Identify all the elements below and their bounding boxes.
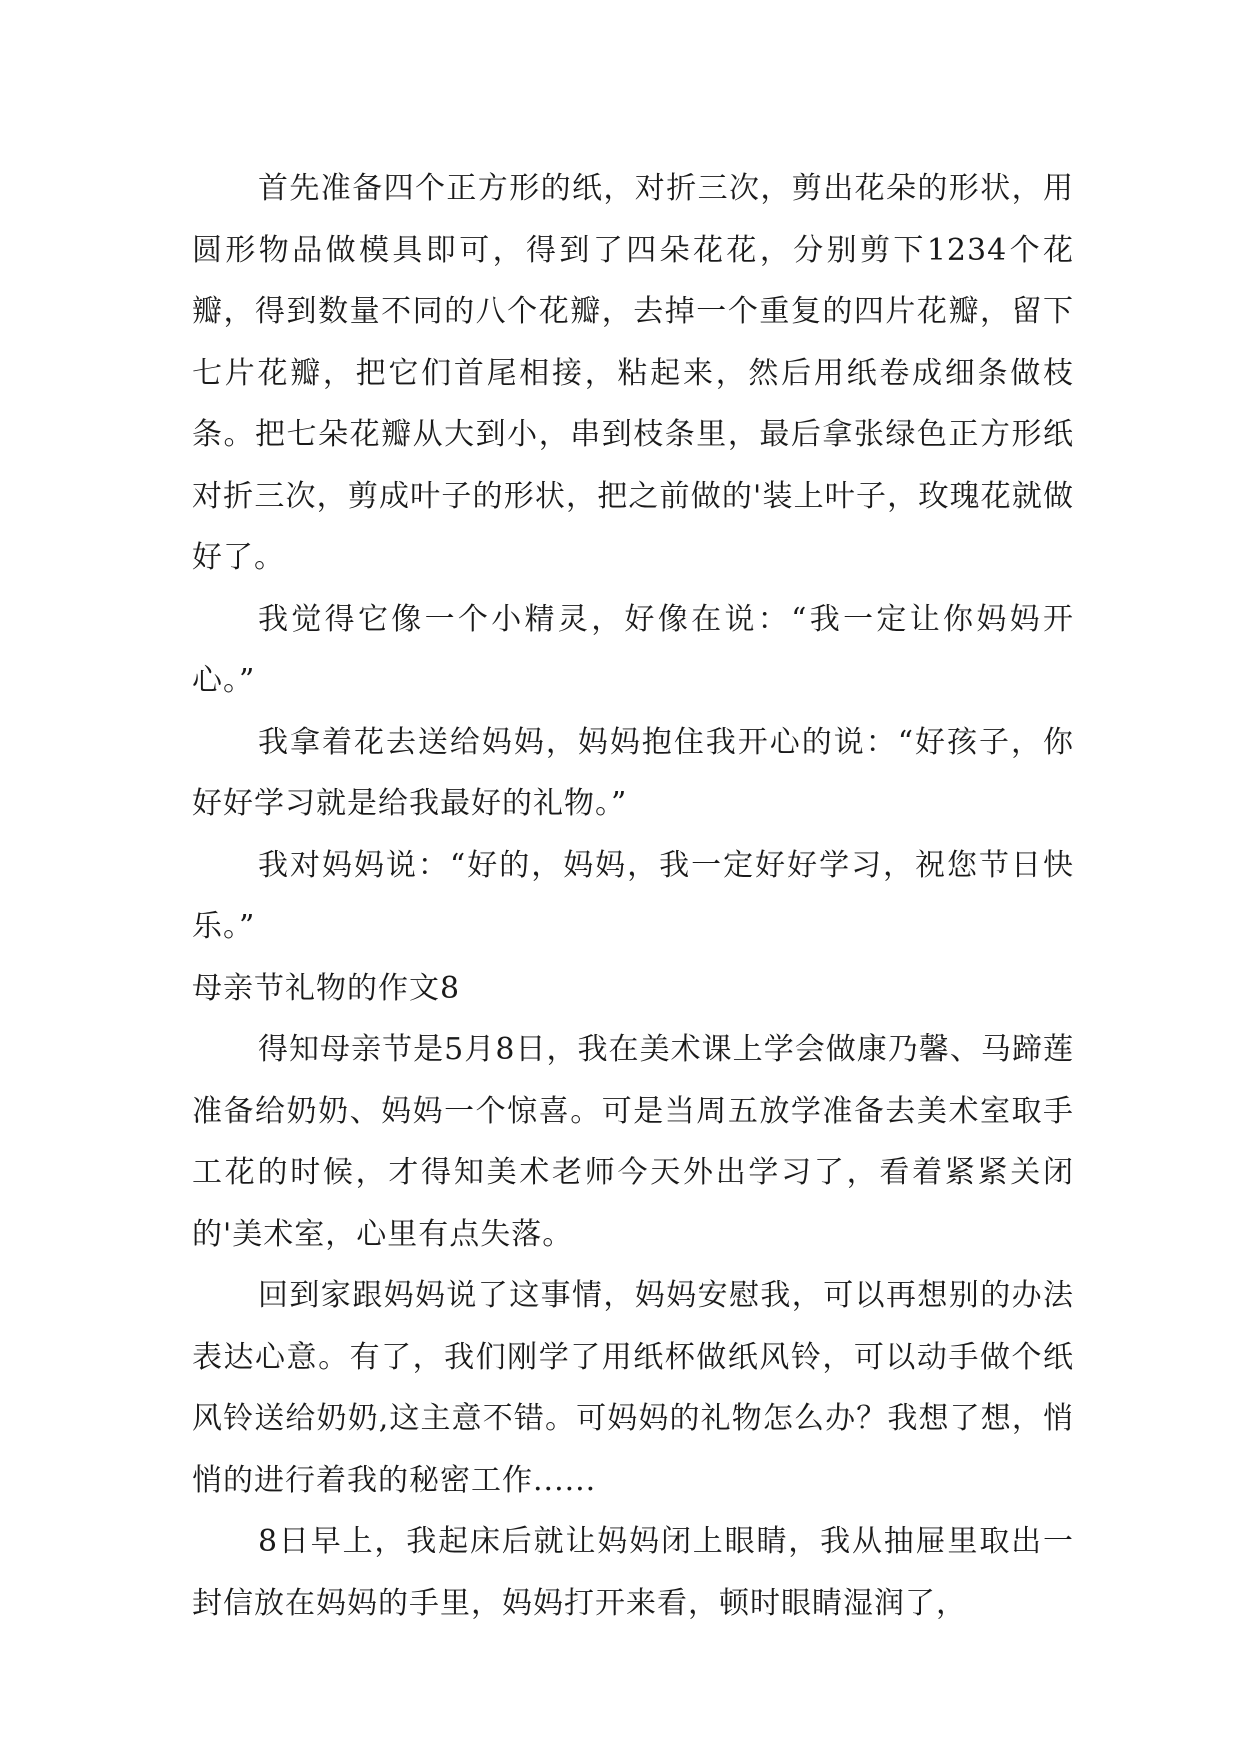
section-heading: 母亲节礼物的作文8	[192, 970, 461, 1006]
paragraph-back-home: 回到家跟妈妈说了这事情，妈妈安慰我，可以再想别的办法表达心意。有了，我们刚学了用纸杯做纸风铃，可以动手做个纸风铃送给奶奶,这主意不错。可妈妈的礼物怎么办？我想了想，悄悄的进行着我的秘密工作......	[192, 1278, 1074, 1498]
paragraph-reply-to-mom: 我对妈妈说：“好的，妈妈，我一定好好学习，祝您节日快乐。”	[192, 847, 1074, 944]
paragraph-morning-letter: 8日早上，我起床后就让妈妈闭上眼睛，我从抽屉里取出一封信放在妈妈的手里，妈妈打开来看，顿时眼睛湿润了，	[192, 1524, 1074, 1621]
paragraph-little-elf: 我觉得它像一个小精灵，好像在说：“我一定让你妈妈开心。”	[192, 601, 1074, 698]
paragraph-mothers-day-date: 得知母亲节是5月8日，我在美术课上学会做康乃馨、马蹄莲准备给奶奶、妈妈一个惊喜。可是当周五放学准备去美术室取手工花的时候，才得知美术老师今天外出学习了，看着紧紧关闭的'美术室，心里有点失落。	[192, 1032, 1074, 1252]
paragraph-rose-instructions: 首先准备四个正方形的纸，对折三次，剪出花朵的形状，用圆形物品做模具即可，得到了四朵花花，分别剪下1234个花瓣，得到数量不同的八个花瓣，去掉一个重复的四片花瓣，留下七片花瓣，把它们首尾相接，粘起来，然后用纸卷成细条做枝条。把七朵花瓣从大到小，串到枝条里，最后拿张绿色正方形纸对折三次，剪成叶子的形状，把之前做的'装上叶子，玫瑰花就做好了。	[192, 171, 1074, 575]
paragraph-give-flower: 我拿着花去送给妈妈，妈妈抱住我开心的说：“好孩子，你好好学习就是给我最好的礼物。”	[192, 724, 1074, 821]
document-page	[192, 158, 1074, 1634]
